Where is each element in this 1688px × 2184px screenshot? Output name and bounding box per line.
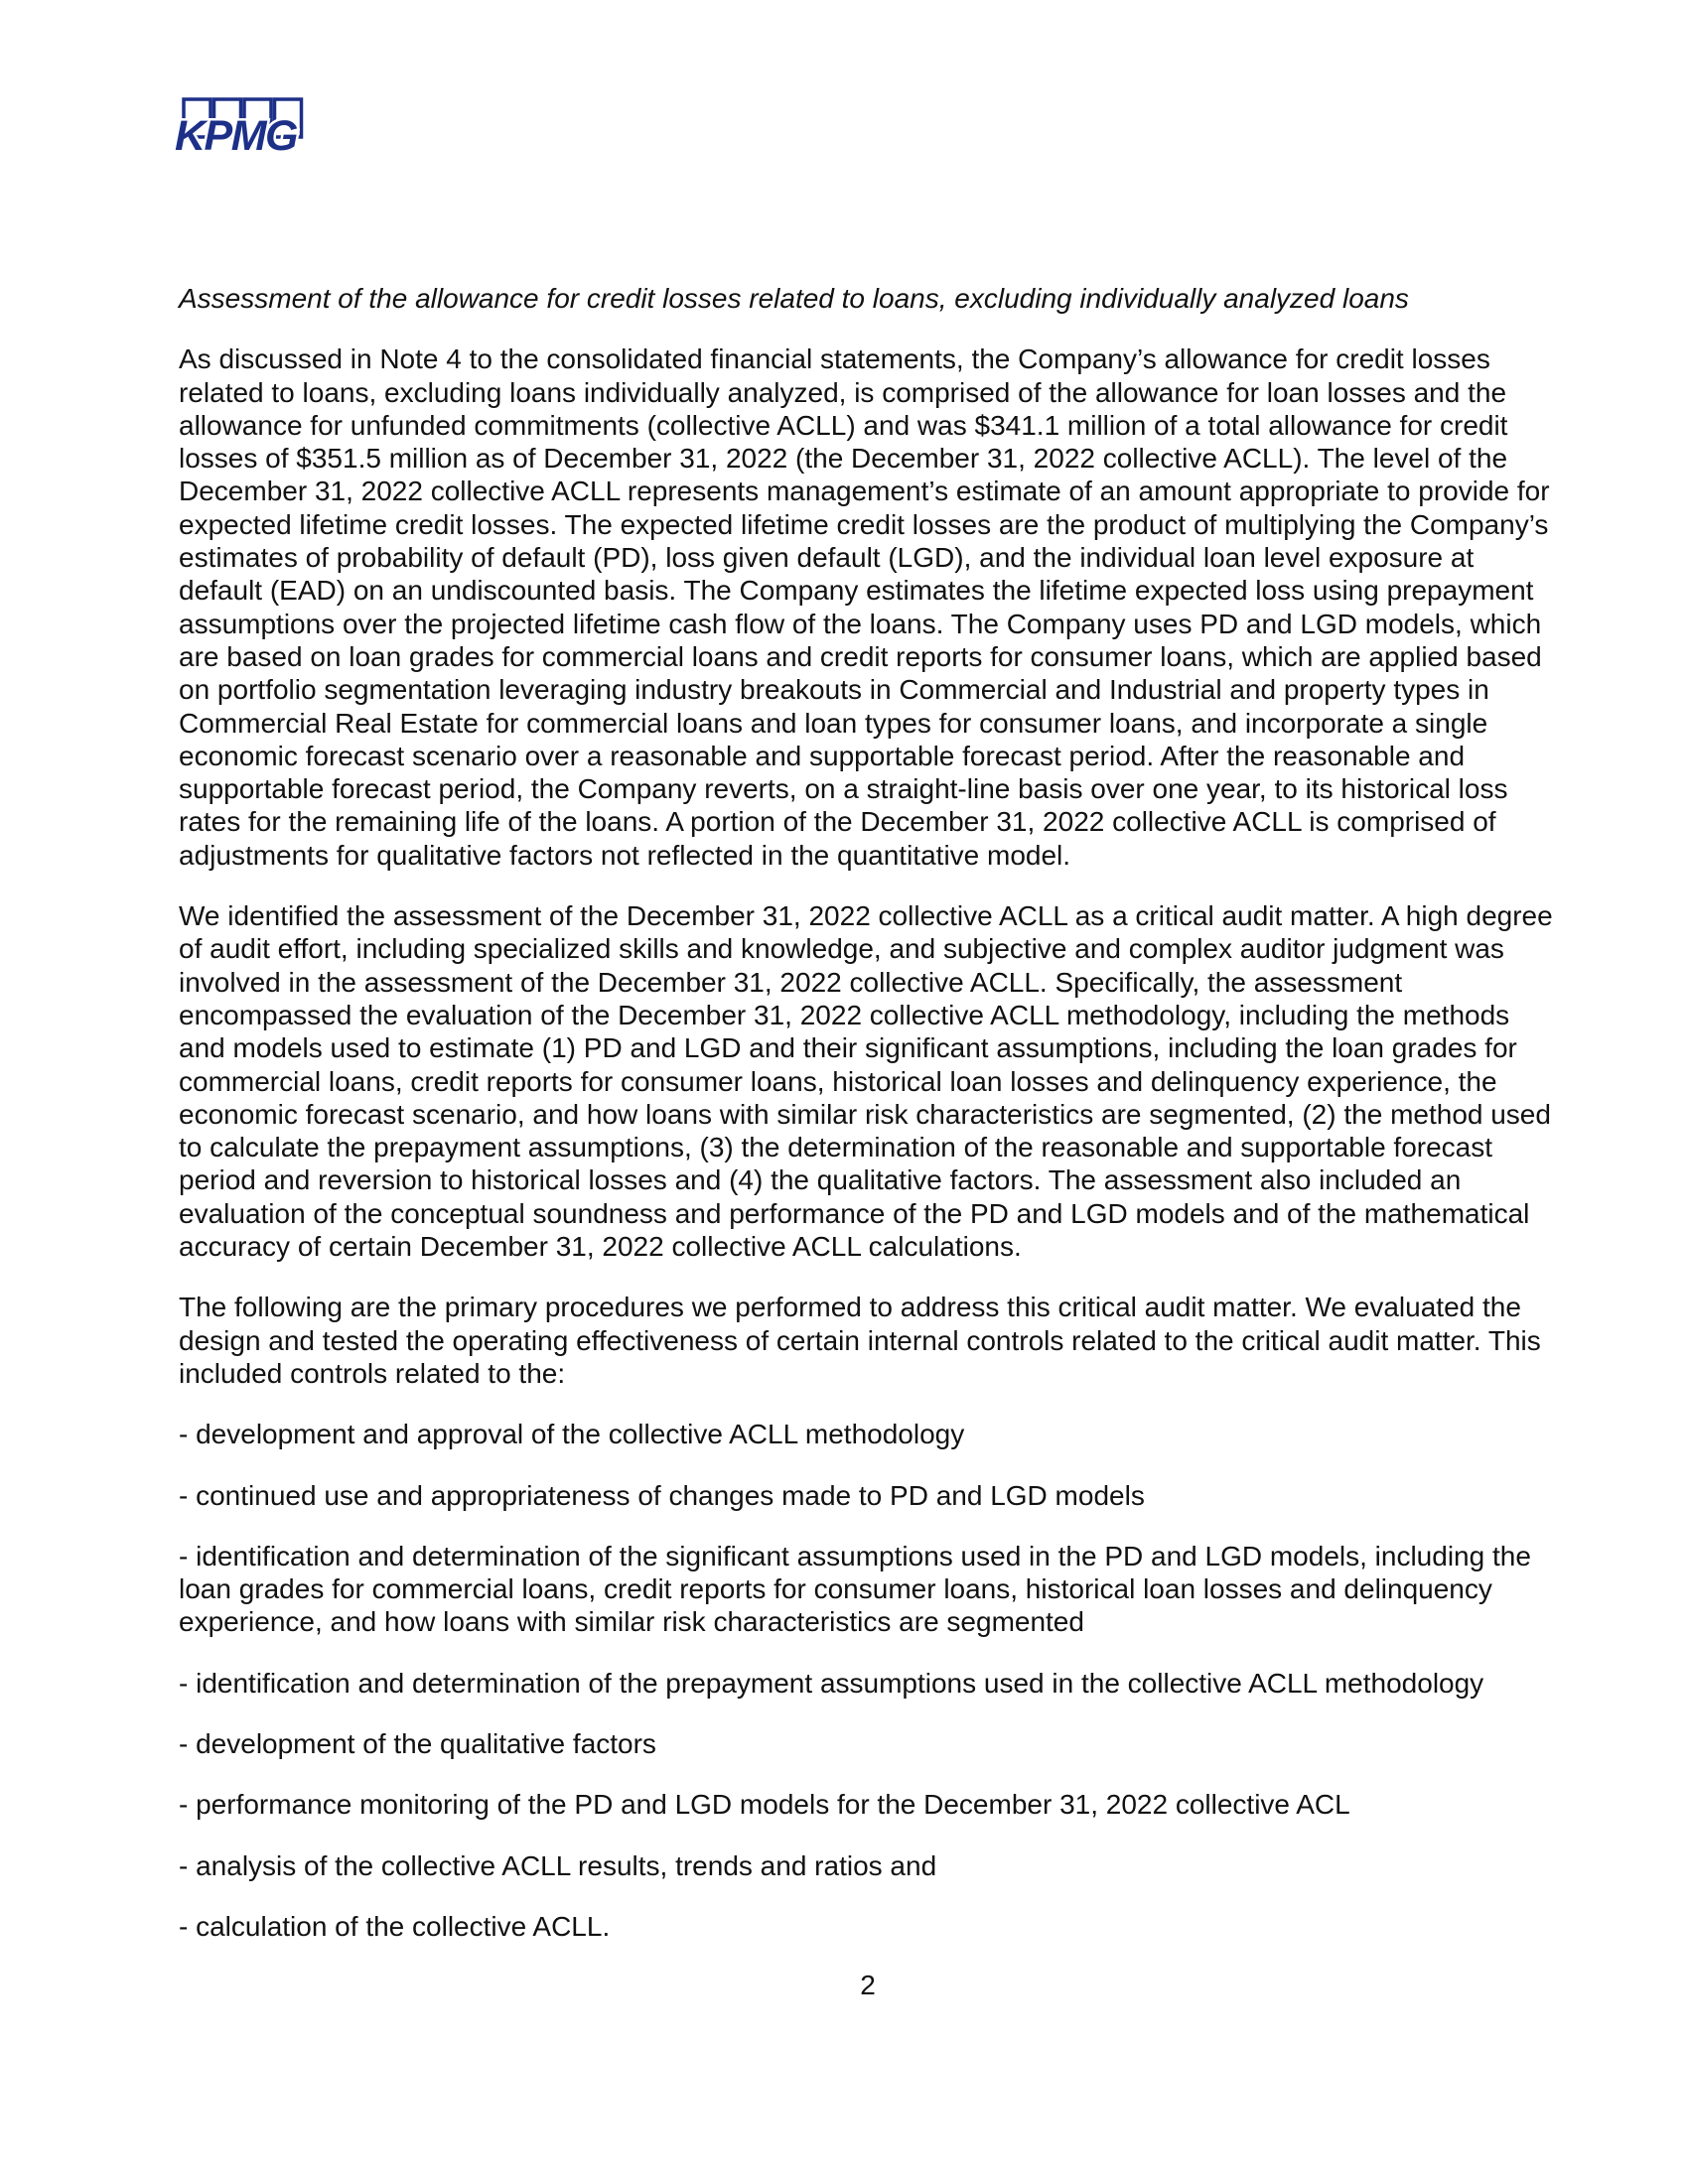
paragraph: The following are the primary procedures we performed to address this critical audit matter. We evaluated the design and tested the operating effectiveness of certain internal controls related to the critical audit matter. This included controls related to the: [179,1292,1541,1389]
bullet-item: - development of the qualitative factors [179,1727,656,1759]
bullet-item: - performance monitoring of the PD and LGD models for the December 31, 2022 collective ACL [179,1789,1350,1821]
kpmg-logo [175,97,306,160]
bullet-item: - identification and determination of the significant assumptions used in the PD and LGD models, including the loan grades for commercial loans, credit reports for consumer loans, historical loan losses and delinquency experience, and how loans with similar risk characteristics are segmented [179,1540,1531,1638]
logo-wordmark: KPMG [175,112,297,160]
section-heading: Assessment of the allowance for credit losses related to loans, excluding individually analyzed loans [179,283,1409,314]
paragraph: As discussed in Note 4 to the consolidated financial statements, the Company’s allowance for credit losses related to loans, excluding loans individually analyzed, is comprised of the allowance for loan losses and the allowance for unfunded commitments (collective ACLL) and was $341.1 million of a total allowance for credit losses of $351.5 million as of December 31, 2022 (the December 31, 2022 collective ACLL). The level of the December 31, 2022 collective ACLL represents management’s estimate of an amount appropriate to provide for expected lifetime credit losses. The expected lifetime credit losses are the product of multiplying the Company’s estimates of probability of default (PD), loss given default (LGD), and the individual loan level exposure at default (EAD) on an undiscounted basis. The Company estimates the lifetime expected loss using prepayment assumptions over the projected lifetime cash flow of the loans. The Company uses PD and LGD models, which are based on loan grades for commercial loans and credit reports for consumer loans, which are applied based on portfolio segmentation leveraging industry breakouts in Commercial and Industrial and property types in Commercial Real Estate for commercial loans and loan types for consumer loans, and incorporate a single economic forecast scenario over a reasonable and supportable forecast period. After the reasonable and supportable forecast period, the Company reverts, on a straight-line basis over one year, to its historical loss rates for the remaining life of the loans. A portion of the December 31, 2022 collective ACLL is comprised of adjustments for qualitative factors not reflected in the quantitative model. [179,343,1550,871]
bullet-item: - calculation of the collective ACLL. [179,1910,611,1942]
paragraph: We identified the assessment of the December 31, 2022 collective ACLL as a critical audit matter. A high degree of audit effort, including specialized skills and knowledge, and subjective and complex auditor judgment was involved in the assessment of the December 31, 2022 collective ACLL. Specifically, the assessment encompassed the evaluation of the December 31, 2022 collective ACLL methodology, including the methods and models used to estimate (1) PD and LGD and their significant assumptions, including the loan grades for commercial loans, credit reports for consumer loans, historical loan losses and delinquency experience, the economic forecast scenario, and how loans with similar risk characteristics are segmented, (2) the method used to calculate the prepayment assumptions, (3) the determination of the reasonable and supportable forecast period and reversion to historical losses and (4) the qualitative factors. The assessment also included an evaluation of the conceptual soundness and performance of the PD and LGD models and of the mathematical accuracy of certain December 31, 2022 collective ACLL calculations. [179,900,1553,1263]
bullet-item: - analysis of the collective ACLL results, trends and ratios and [179,1849,937,1881]
bullet-item: - identification and determination of the prepayment assumptions used in the collective ACLL methodology [179,1667,1484,1699]
bullet-item: - continued use and appropriateness of changes made to PD and LGD models [179,1479,1145,1511]
bullet-item: - development and approval of the collective ACLL methodology [179,1419,965,1450]
document-body [179,282,1557,1971]
kpmg-logo-graphic [175,97,306,160]
page-number: 2 [860,1970,876,2000]
